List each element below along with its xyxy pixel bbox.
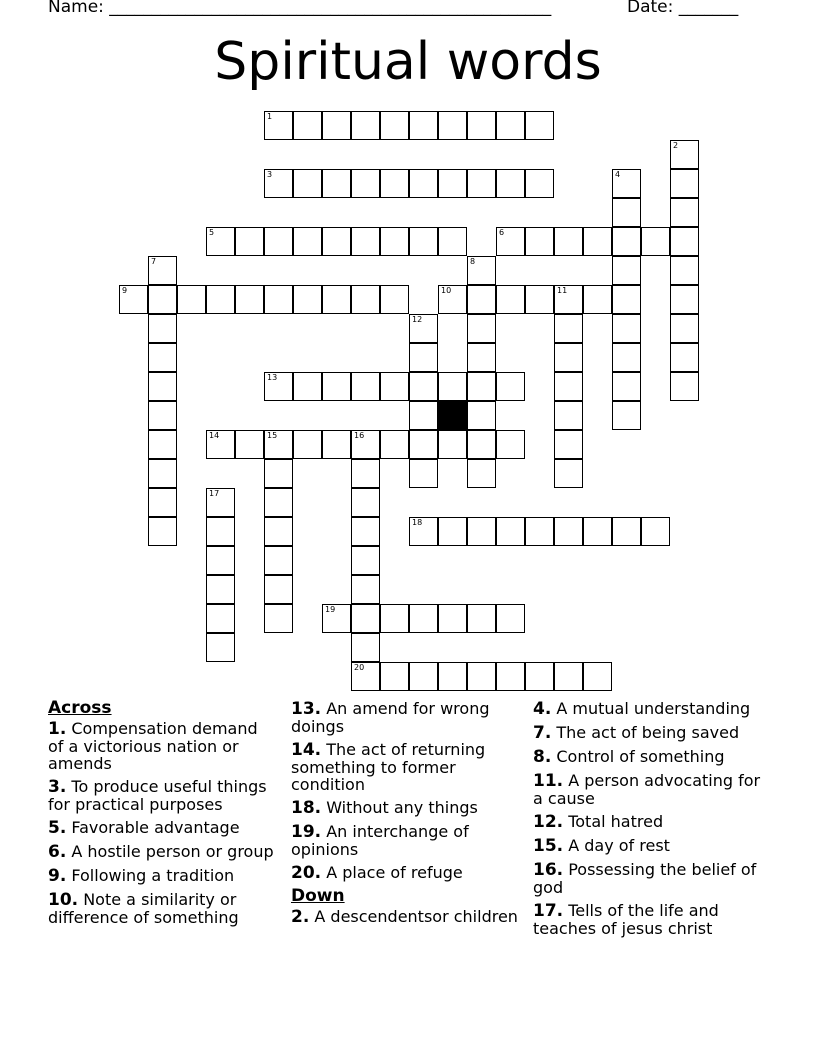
grid-cell[interactable] bbox=[264, 430, 293, 459]
grid-cell[interactable] bbox=[496, 662, 525, 691]
across-clue bbox=[48, 867, 278, 885]
grid-cell[interactable] bbox=[322, 169, 351, 198]
across-clue bbox=[291, 864, 519, 882]
grid-cell[interactable] bbox=[554, 401, 583, 430]
grid-cell[interactable] bbox=[235, 285, 264, 314]
grid-cell[interactable] bbox=[293, 285, 322, 314]
grid-cell[interactable] bbox=[612, 314, 641, 343]
grid-cell[interactable] bbox=[351, 285, 380, 314]
grid-cell[interactable] bbox=[554, 662, 583, 691]
cell-number: 2 bbox=[673, 141, 679, 150]
grid-cell[interactable] bbox=[293, 169, 322, 198]
cell-number: 11 bbox=[557, 286, 568, 295]
grid-cell[interactable] bbox=[148, 343, 177, 372]
grid-cell[interactable] bbox=[612, 285, 641, 314]
grid-cell[interactable] bbox=[496, 285, 525, 314]
grid-cell[interactable] bbox=[467, 343, 496, 372]
clue-text: Tells of the life and teaches of jesus christ bbox=[533, 901, 719, 938]
cell-number: 12 bbox=[412, 315, 423, 324]
grid-cell[interactable] bbox=[467, 401, 496, 430]
grid-cell[interactable] bbox=[612, 401, 641, 430]
cell-number: 8 bbox=[470, 257, 476, 266]
clue-number: 4. bbox=[533, 699, 552, 719]
cell-number: 4 bbox=[615, 170, 621, 179]
cell-number: 17 bbox=[209, 489, 220, 498]
clue-text: A person advocating for a cause bbox=[533, 771, 761, 808]
clue-text: An amend for wrong doings bbox=[291, 699, 490, 736]
grid-cell[interactable] bbox=[554, 430, 583, 459]
grid-cell[interactable] bbox=[380, 662, 409, 691]
grid-cell[interactable] bbox=[380, 604, 409, 633]
clue-text: Compensation demand of a victorious nation or amends bbox=[48, 719, 258, 773]
clue-number: 2. bbox=[291, 907, 310, 927]
grid-cell[interactable] bbox=[409, 111, 438, 140]
grid-cell[interactable] bbox=[148, 256, 177, 285]
clue-number: 12. bbox=[533, 812, 564, 832]
grid-cell[interactable] bbox=[467, 256, 496, 285]
grid-cell[interactable] bbox=[351, 459, 380, 488]
grid-cell[interactable] bbox=[467, 430, 496, 459]
grid-cell[interactable] bbox=[525, 169, 554, 198]
grid-cell[interactable] bbox=[554, 285, 583, 314]
grid-cell[interactable] bbox=[670, 285, 699, 314]
clue-text: To produce useful things for practical purposes bbox=[48, 777, 267, 814]
grid-cell[interactable] bbox=[206, 546, 235, 575]
grid-cell[interactable] bbox=[264, 372, 293, 401]
clue-number: 5. bbox=[48, 818, 67, 838]
across-clue bbox=[291, 700, 519, 735]
grid-cell[interactable] bbox=[206, 633, 235, 662]
grid-cell[interactable] bbox=[612, 256, 641, 285]
grid-cell[interactable] bbox=[206, 604, 235, 633]
clue-text: The act of returning something to former condition bbox=[291, 740, 486, 794]
grid-cell[interactable] bbox=[641, 517, 670, 546]
down-clue bbox=[533, 748, 763, 766]
across-clue bbox=[48, 778, 278, 813]
clue-text: A descendentsor children bbox=[309, 907, 518, 926]
grid-cell[interactable] bbox=[206, 517, 235, 546]
grid-cell[interactable] bbox=[525, 285, 554, 314]
grid-cell[interactable] bbox=[380, 227, 409, 256]
cell-number: 20 bbox=[354, 663, 365, 672]
grid-cell[interactable] bbox=[438, 169, 467, 198]
grid-cell[interactable] bbox=[351, 575, 380, 604]
grid-cell[interactable] bbox=[467, 111, 496, 140]
clue-text: Note a similarity or difference of something bbox=[48, 890, 239, 927]
grid-cell[interactable] bbox=[177, 285, 206, 314]
grid-cell[interactable] bbox=[351, 633, 380, 662]
grid-cell[interactable] bbox=[496, 227, 525, 256]
grid-cell[interactable] bbox=[148, 517, 177, 546]
grid-cell[interactable] bbox=[409, 430, 438, 459]
grid-cell[interactable] bbox=[206, 575, 235, 604]
grid-cell[interactable] bbox=[264, 546, 293, 575]
grid-cell[interactable] bbox=[438, 662, 467, 691]
grid-cell[interactable] bbox=[409, 169, 438, 198]
grid-cell[interactable] bbox=[351, 111, 380, 140]
grid-cell[interactable] bbox=[409, 343, 438, 372]
clue-text: Following a tradition bbox=[66, 866, 235, 885]
grid-cell[interactable] bbox=[554, 227, 583, 256]
grid-cell[interactable] bbox=[293, 372, 322, 401]
grid-cell[interactable] bbox=[467, 604, 496, 633]
grid-cell[interactable] bbox=[148, 314, 177, 343]
clues-column-2 bbox=[291, 700, 519, 932]
grid-cell[interactable] bbox=[148, 488, 177, 517]
grid-cell[interactable] bbox=[206, 285, 235, 314]
grid-cell[interactable] bbox=[612, 198, 641, 227]
clue-number: 3. bbox=[48, 777, 67, 797]
clue-text: A day of rest bbox=[563, 836, 670, 855]
grid-cell[interactable] bbox=[293, 227, 322, 256]
grid-cell[interactable] bbox=[583, 285, 612, 314]
grid-cell[interactable] bbox=[380, 111, 409, 140]
grid-cell[interactable] bbox=[554, 314, 583, 343]
clue-text: A hostile person or group bbox=[66, 842, 274, 861]
grid-cell[interactable] bbox=[409, 227, 438, 256]
grid-cell[interactable] bbox=[351, 546, 380, 575]
grid-cell[interactable] bbox=[438, 517, 467, 546]
grid-cell[interactable] bbox=[351, 169, 380, 198]
cell-number: 9 bbox=[122, 286, 128, 295]
clue-number: 14. bbox=[291, 740, 322, 760]
grid-cell[interactable] bbox=[496, 111, 525, 140]
across-clue bbox=[48, 891, 278, 926]
grid-cell[interactable] bbox=[293, 111, 322, 140]
clues-column-1 bbox=[48, 700, 278, 932]
grid-cell[interactable] bbox=[322, 604, 351, 633]
grid-cell[interactable] bbox=[264, 227, 293, 256]
grid-cell[interactable] bbox=[148, 459, 177, 488]
grid-cell[interactable] bbox=[235, 227, 264, 256]
clue-number: 16. bbox=[533, 860, 564, 880]
grid-cell[interactable] bbox=[612, 517, 641, 546]
grid-cell[interactable] bbox=[583, 517, 612, 546]
grid-cell[interactable] bbox=[409, 517, 438, 546]
grid-cell[interactable] bbox=[496, 169, 525, 198]
clue-number: 19. bbox=[291, 822, 322, 842]
clue-text: A mutual understanding bbox=[551, 699, 751, 718]
grid-cell[interactable] bbox=[670, 314, 699, 343]
grid-cell[interactable] bbox=[438, 227, 467, 256]
grid-cell[interactable] bbox=[380, 285, 409, 314]
grid-cell[interactable] bbox=[467, 662, 496, 691]
grid-cell[interactable] bbox=[670, 372, 699, 401]
grid-cell[interactable] bbox=[148, 430, 177, 459]
clue-text: An interchange of opinions bbox=[291, 822, 469, 859]
cell-number: 14 bbox=[209, 431, 220, 440]
grid-cell[interactable] bbox=[670, 169, 699, 198]
grid-cell[interactable] bbox=[264, 285, 293, 314]
grid-cell[interactable] bbox=[467, 517, 496, 546]
grid-cell[interactable] bbox=[206, 430, 235, 459]
grid-cell[interactable] bbox=[438, 604, 467, 633]
grid-cell[interactable] bbox=[264, 459, 293, 488]
grid-cell[interactable] bbox=[380, 169, 409, 198]
grid-cell[interactable] bbox=[409, 372, 438, 401]
grid-cell[interactable] bbox=[467, 314, 496, 343]
down-clue bbox=[533, 772, 763, 807]
cell-number: 19 bbox=[325, 605, 336, 614]
grid-cell[interactable] bbox=[322, 285, 351, 314]
grid-cell[interactable] bbox=[380, 372, 409, 401]
grid-cell[interactable] bbox=[235, 430, 264, 459]
grid-cell[interactable] bbox=[293, 430, 322, 459]
grid-cell[interactable] bbox=[438, 372, 467, 401]
name-line: Name: ____________________________________________________ bbox=[48, 0, 552, 17]
cell-number: 5 bbox=[209, 228, 215, 237]
down-clue bbox=[533, 902, 763, 937]
grid-cell[interactable] bbox=[525, 227, 554, 256]
grid-cell[interactable] bbox=[322, 227, 351, 256]
grid-cell[interactable] bbox=[467, 285, 496, 314]
clue-number: 13. bbox=[291, 699, 322, 719]
grid-black-cell bbox=[438, 401, 467, 430]
down-clue bbox=[533, 837, 763, 855]
cell-number: 18 bbox=[412, 518, 423, 527]
grid-cell[interactable] bbox=[438, 285, 467, 314]
clue-text: Total hatred bbox=[563, 812, 664, 831]
grid-cell[interactable] bbox=[612, 372, 641, 401]
grid-cell[interactable] bbox=[409, 459, 438, 488]
cell-number: 13 bbox=[267, 373, 278, 382]
grid-cell[interactable] bbox=[670, 198, 699, 227]
grid-cell[interactable] bbox=[525, 662, 554, 691]
grid-cell[interactable] bbox=[496, 372, 525, 401]
grid-cell[interactable] bbox=[467, 169, 496, 198]
grid-cell[interactable] bbox=[264, 604, 293, 633]
grid-cell[interactable] bbox=[206, 488, 235, 517]
grid-cell[interactable] bbox=[612, 227, 641, 256]
clue-text: Favorable advantage bbox=[66, 818, 240, 837]
clue-number: 11. bbox=[533, 771, 564, 791]
grid-cell[interactable] bbox=[351, 488, 380, 517]
across-clue bbox=[291, 823, 519, 858]
grid-cell[interactable] bbox=[264, 575, 293, 604]
clue-number: 8. bbox=[533, 747, 552, 767]
grid-cell[interactable] bbox=[467, 459, 496, 488]
grid-cell[interactable] bbox=[322, 430, 351, 459]
clue-number: 10. bbox=[48, 890, 79, 910]
across-heading: Across bbox=[48, 698, 112, 718]
across-clue bbox=[48, 720, 278, 772]
grid-cell[interactable] bbox=[206, 227, 235, 256]
grid-cell[interactable] bbox=[322, 372, 351, 401]
grid-cell[interactable] bbox=[148, 372, 177, 401]
grid-cell[interactable] bbox=[119, 285, 148, 314]
grid-cell[interactable] bbox=[409, 314, 438, 343]
grid-cell[interactable] bbox=[438, 111, 467, 140]
cell-number: 16 bbox=[354, 431, 365, 440]
across-clue bbox=[291, 741, 519, 793]
grid-cell[interactable] bbox=[496, 517, 525, 546]
clues-column-3 bbox=[533, 700, 763, 943]
grid-cell[interactable] bbox=[612, 343, 641, 372]
clue-number: 1. bbox=[48, 719, 67, 739]
clue-number: 6. bbox=[48, 842, 67, 862]
grid-cell[interactable] bbox=[496, 604, 525, 633]
grid-cell[interactable] bbox=[641, 227, 670, 256]
grid-cell[interactable] bbox=[351, 372, 380, 401]
cell-number: 7 bbox=[151, 257, 157, 266]
clue-number: 17. bbox=[533, 901, 564, 921]
clue-number: 7. bbox=[533, 723, 552, 743]
across-clue bbox=[48, 819, 278, 837]
grid-cell[interactable] bbox=[409, 604, 438, 633]
grid-cell[interactable] bbox=[264, 517, 293, 546]
down-clue bbox=[533, 700, 763, 718]
down-clue bbox=[533, 861, 763, 896]
grid-cell[interactable] bbox=[467, 372, 496, 401]
grid-cell[interactable] bbox=[264, 111, 293, 140]
grid-cell[interactable] bbox=[264, 169, 293, 198]
grid-cell[interactable] bbox=[612, 169, 641, 198]
grid-cell[interactable] bbox=[554, 343, 583, 372]
down-clue bbox=[533, 724, 763, 742]
clue-number: 20. bbox=[291, 863, 322, 883]
cell-number: 1 bbox=[267, 112, 273, 121]
grid-cell[interactable] bbox=[554, 372, 583, 401]
grid-cell[interactable] bbox=[380, 430, 409, 459]
clue-number: 18. bbox=[291, 798, 322, 818]
grid-cell[interactable] bbox=[554, 459, 583, 488]
grid-cell[interactable] bbox=[148, 285, 177, 314]
grid-cell[interactable] bbox=[583, 227, 612, 256]
clue-text: Control of something bbox=[551, 747, 725, 766]
cell-number: 6 bbox=[499, 228, 505, 237]
clue-text: The act of being saved bbox=[551, 723, 740, 742]
grid-cell[interactable] bbox=[351, 662, 380, 691]
cell-number: 3 bbox=[267, 170, 273, 179]
grid-cell[interactable] bbox=[525, 517, 554, 546]
grid-cell[interactable] bbox=[264, 488, 293, 517]
grid-cell[interactable] bbox=[670, 140, 699, 169]
grid-cell[interactable] bbox=[351, 227, 380, 256]
grid-cell[interactable] bbox=[409, 662, 438, 691]
across-clue bbox=[48, 843, 278, 861]
clue-text: Possessing the belief of god bbox=[533, 860, 757, 897]
grid-cell[interactable] bbox=[670, 227, 699, 256]
grid-cell[interactable] bbox=[351, 430, 380, 459]
cell-number: 10 bbox=[441, 286, 452, 295]
down-clue bbox=[533, 813, 763, 831]
down-clue bbox=[291, 908, 519, 926]
grid-cell[interactable] bbox=[554, 517, 583, 546]
grid-cell[interactable] bbox=[525, 111, 554, 140]
grid-cell[interactable] bbox=[583, 662, 612, 691]
grid-cell[interactable] bbox=[148, 401, 177, 430]
grid-cell[interactable] bbox=[409, 401, 438, 430]
clue-number: 9. bbox=[48, 866, 67, 886]
page-title: Spiritual words bbox=[214, 32, 602, 92]
grid-cell[interactable] bbox=[438, 430, 467, 459]
date-line: Date: _______ bbox=[627, 0, 739, 17]
grid-cell[interactable] bbox=[496, 430, 525, 459]
across-clue bbox=[291, 799, 519, 817]
clue-text: A place of refuge bbox=[321, 863, 463, 882]
clue-number: 15. bbox=[533, 836, 564, 856]
cell-number: 15 bbox=[267, 431, 278, 440]
down-heading: Down bbox=[291, 886, 345, 906]
grid-cell[interactable] bbox=[351, 517, 380, 546]
grid-cell[interactable] bbox=[670, 343, 699, 372]
grid-cell[interactable] bbox=[351, 604, 380, 633]
clue-text: Without any things bbox=[321, 798, 478, 817]
grid-cell[interactable] bbox=[322, 111, 351, 140]
grid-cell[interactable] bbox=[670, 256, 699, 285]
